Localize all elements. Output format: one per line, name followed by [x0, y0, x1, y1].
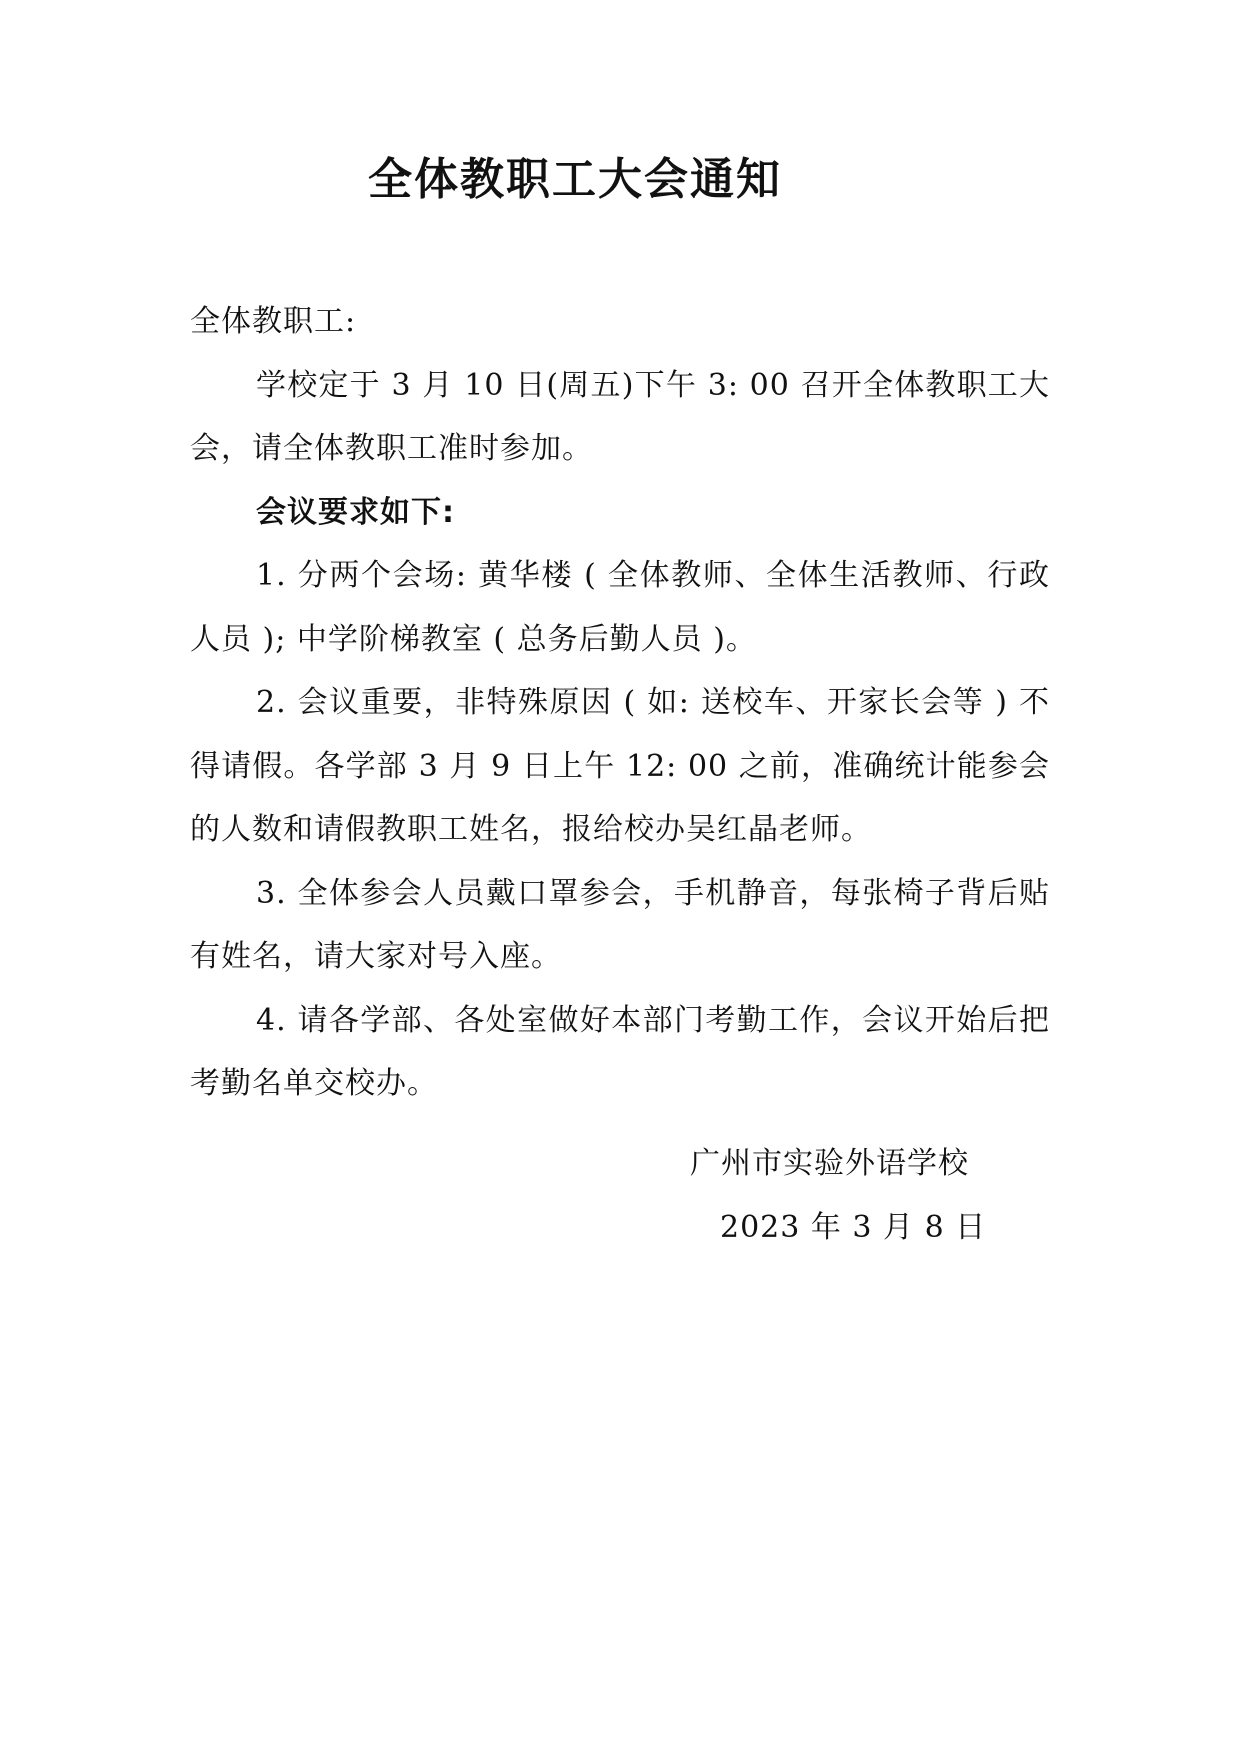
requirement-item-3: 3. 全体参会人员戴口罩参会，手机静音，每张椅子背后贴有姓名，请大家对号入座。 [190, 875, 1050, 974]
requirement-item-2: 2. 会议重要，非特殊原因 ( 如: 送校车、开家长会等 ) 不得请假。各学部 3 月 9 日上午 12: 00 之前，准确统计能参会的人数和请假教职工姓名，报给校办吴红晶老师。 [190, 685, 1050, 847]
salutation: 全体教职工: [190, 304, 357, 339]
requirement-item-1: 1. 分两个会场: 黄华楼 ( 全体教师、全体生活教师、行政人员 ); 中学阶梯教室 ( 总务后勤人员 )。 [190, 558, 1050, 657]
document-body [190, 290, 1050, 1116]
intro-paragraph: 学校定于 3 月 10 日(周五)下午 3: 00 召开全体教职工大会，请全体教职工准时参加。 [190, 367, 1050, 466]
requirement-item-4: 4. 请各学部、各处室做好本部门考勤工作，会议开始后把考勤名单交校办。 [190, 1002, 1050, 1101]
signature-organization: 广州市实验外语学校 [690, 1146, 969, 1181]
signature-block [690, 1132, 986, 1259]
signature-date: 2023 年 3 月 8 日 [720, 1209, 987, 1245]
document-title: 全体教职工大会通知 [368, 154, 782, 205]
requirements-heading: 会议要求如下: [256, 494, 455, 530]
